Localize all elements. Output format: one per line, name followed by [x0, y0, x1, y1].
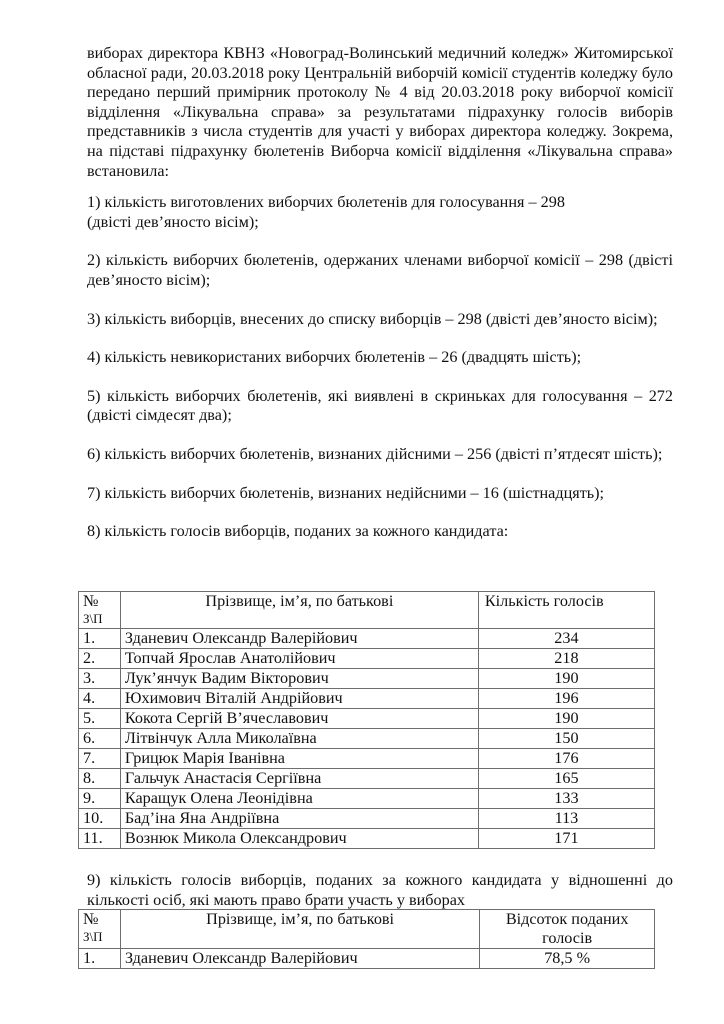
item-8: 8) кількість голосів виборців, поданих за кожного кандидата: — [87, 522, 509, 541]
row-num: 7. — [79, 749, 121, 769]
table-row — [79, 729, 655, 749]
row-name: Топчай Ярослав Анатолійович — [120, 649, 478, 669]
header-num-sub: З\П — [83, 611, 103, 626]
table-row — [79, 789, 655, 809]
row-num: 3. — [79, 669, 121, 689]
table-row — [79, 769, 655, 789]
item-1-line2: (двісті дев’яносто вісім); — [87, 212, 259, 231]
header-votes: Кількість голосів — [478, 592, 654, 629]
header-num — [79, 592, 121, 629]
row-name: Зданевич Олександр Валерійович — [120, 949, 479, 969]
row-num: 6. — [79, 729, 121, 749]
header-name: Прізвище, ім’я, по батькові — [120, 592, 478, 629]
table-row — [79, 809, 655, 829]
row-name: Юхимович Віталій Андрійович — [120, 689, 478, 709]
table-row — [79, 709, 655, 729]
row-votes: 150 — [478, 729, 654, 749]
item-4: 4) кількість невикористаних виборчих бюлетенів – 26 (двадцять шість); — [87, 348, 582, 367]
item-3: 3) кількість виборців, внесених до списку виборців – 298 (двісті дев’яносто вісім); — [87, 309, 658, 328]
row-votes: 133 — [478, 789, 654, 809]
item-2: 2) кількість виборчих бюлетенів, одержаних членами виборчої комісії – 298 (двісті дев’яносто вісім); — [87, 251, 673, 289]
row-name: Вознюк Микола Олександрович — [120, 829, 478, 849]
row-votes: 165 — [478, 769, 654, 789]
row-num: 1. — [79, 629, 121, 649]
row-name: Бад’іна Яна Андріївна — [120, 809, 478, 829]
row-name: Зданевич Олександр Валерійович — [120, 629, 478, 649]
row-votes: 171 — [478, 829, 654, 849]
header-num-sub: З\П — [83, 929, 103, 944]
row-name: Лук’янчук Вадим Вікторович — [120, 669, 478, 689]
table-header-row — [79, 592, 655, 629]
header-num — [79, 910, 121, 949]
row-name: Кокота Сергій В’ячеславович — [120, 709, 478, 729]
row-num: 1. — [79, 949, 121, 969]
intro-paragraph: виборах директора КВНЗ «Новоград-Волинський медичний коледж» Житомирської обласної ради, 20.03.2018 року Центральній виборчій комісії студентів коледжу було передано перший примірник протоколу № 4 від 20.03.2018 року виборчої комісії відділення «Лікувальна справа» за результатами підрахунку голосів виборів представників з числа студентів для участі у виборах директора коледжу. Зокрема, на підставі підрахунку бюлетенів Виборча комісії відділення «Лікувальна справа» встановила: — [87, 44, 673, 180]
item-1-line1: 1) кількість виготовлених виборчих бюлетенів для голосування – 298 — [87, 193, 565, 212]
item-9: 9) кількість голосів виборців, поданих за кожного кандидата у відношенні до кількості осіб, які мають право брати участь у виборах — [87, 871, 673, 909]
table-row — [79, 649, 655, 669]
row-num: 4. — [79, 689, 121, 709]
item-1 — [87, 193, 673, 232]
row-votes: 218 — [478, 649, 654, 669]
table-row — [79, 629, 655, 649]
header-percent: Відсоток поданих голосів — [480, 910, 655, 949]
row-num: 11. — [79, 829, 121, 849]
table-row — [79, 949, 655, 969]
table-row — [79, 749, 655, 769]
row-votes: 190 — [478, 669, 654, 689]
table-row — [79, 829, 655, 849]
votes-table — [78, 591, 655, 849]
row-votes: 234 — [478, 629, 654, 649]
row-num: 9. — [79, 789, 121, 809]
header-name: Прізвище, ім’я, по батькові — [120, 910, 479, 949]
item-7: 7) кількість виборчих бюлетенів, визнаних недійсними – 16 (шістнадцять); — [87, 483, 605, 502]
row-name: Гальчук Анастасія Сергіївна — [120, 769, 478, 789]
table-row — [79, 689, 655, 709]
header-num-symbol: № — [83, 592, 99, 610]
row-votes: 190 — [478, 709, 654, 729]
row-name: Каращук Олена Леонідівна — [120, 789, 478, 809]
header-num-symbol: № — [83, 910, 99, 928]
row-votes: 176 — [478, 749, 654, 769]
row-name: Грицюк Марія Іванівна — [120, 749, 478, 769]
row-name: Літвінчук Алла Миколаївна — [120, 729, 478, 749]
row-percent: 78,5 % — [480, 949, 655, 969]
document-page — [87, 44, 673, 561]
row-num: 8. — [79, 769, 121, 789]
row-num: 2. — [79, 649, 121, 669]
row-votes: 196 — [478, 689, 654, 709]
item-5: 5) кількість виборчих бюлетенів, які виявлені в скриньках для голосування – 272 (двісті сімдесят два); — [87, 386, 673, 425]
row-num: 10. — [79, 809, 121, 829]
row-votes: 113 — [478, 809, 654, 829]
percent-table — [78, 909, 655, 969]
table-row — [79, 669, 655, 689]
item-6: 6) кількість виборчих бюлетенів, визнаних дійсними – 256 (двісті п’ятдесят шість); — [87, 444, 663, 463]
row-num: 5. — [79, 709, 121, 729]
table-header-row — [79, 910, 655, 949]
